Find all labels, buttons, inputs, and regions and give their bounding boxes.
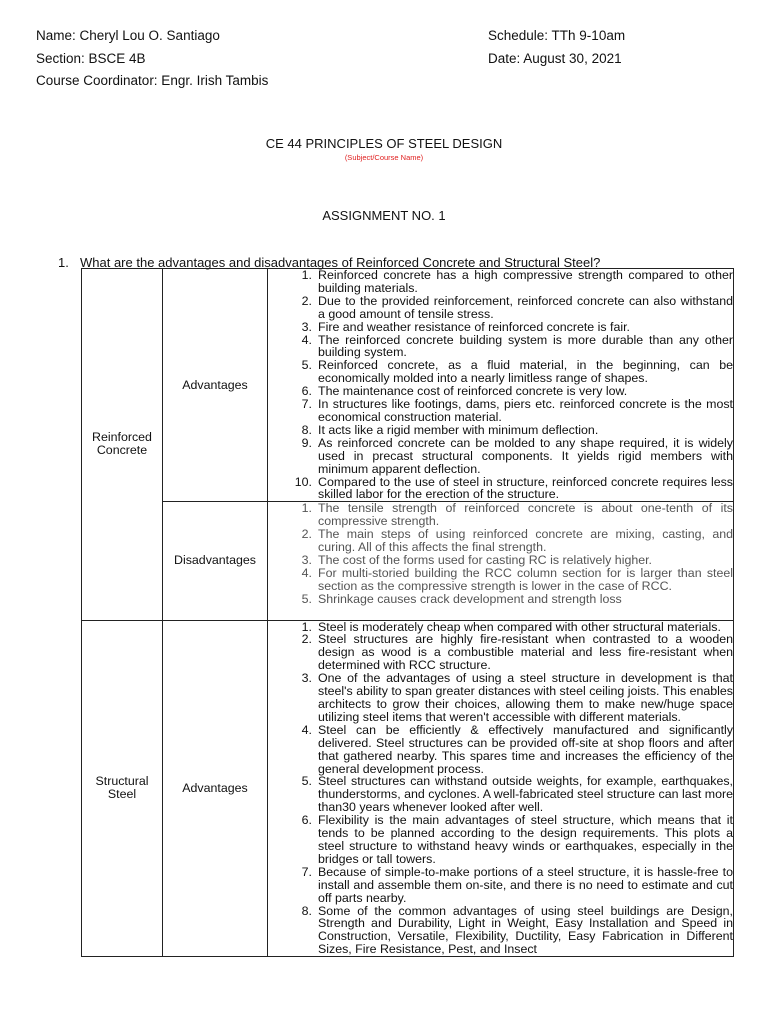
list-item-number: 7. xyxy=(301,397,312,412)
list-item xyxy=(268,398,733,424)
course-coordinator: Course Coordinator: Engr. Irish Tambis xyxy=(36,73,269,88)
list-item xyxy=(268,502,733,528)
list-item-number: 4. xyxy=(301,722,312,737)
list-item-text: For multi-storied building the RCC column section for is larger than steel section as the compressive strength is lower in the case of RCC. xyxy=(318,565,733,593)
list-item-number: 2. xyxy=(301,527,312,542)
list-item-number: 2. xyxy=(301,632,312,647)
list-item xyxy=(268,724,733,776)
list-item xyxy=(268,528,733,554)
list-item-text: As reinforced concrete can be molded to any shape required, it is widely used in precast structural components. It yields rigid members with minimum apparent deflection. xyxy=(318,435,733,476)
list-item-text: Shrinkage causes crack development and strength loss xyxy=(318,591,622,606)
list-item xyxy=(268,672,733,724)
question-text: What are the advantages and disadvantages of Reinforced Concrete and Structural Steel? xyxy=(80,255,601,270)
list-item xyxy=(268,334,733,360)
steel-label-line1: Structural xyxy=(95,774,149,789)
list-item-text: In structures like footings, dams, piers etc. reinforced concrete is the most economical construction material. xyxy=(318,397,733,424)
list-item xyxy=(268,593,733,606)
list-item-text: Reinforced concrete, as a fluid material, in the beginning, can be economically molded into a nearly limitless range of shapes. xyxy=(318,358,733,386)
list-item xyxy=(268,567,733,593)
list-item xyxy=(268,295,733,321)
rc-label-line2: Concrete xyxy=(96,443,148,458)
list-item-number: 5. xyxy=(301,774,312,789)
list-item-text: Because of simple-to-make portions of a steel structure, it is hassle-free to install and assemble them on-site, and there is no need to estimate and cut off parts nearby. xyxy=(318,864,733,905)
list-item-text: The tensile strength of reinforced concrete is about one-tenth of its compressive strength. xyxy=(318,501,733,529)
rc-disadvantages-list xyxy=(268,502,733,605)
list-item-text: Compared to the use of steel in structure, reinforced concrete requires less skilled labor for the erection of the structure. xyxy=(318,474,733,502)
date: Date: August 30, 2021 xyxy=(488,51,622,66)
list-item-number: 6. xyxy=(301,813,312,828)
rc-advantages-list-cell xyxy=(268,269,734,502)
list-item-text: Steel can be efficiently & effectively manufactured and significantly delivered. Steel structures can be provided off-site at shop floors and after that gathered nearby. This spares time and increases the efficiency of the general development process. xyxy=(318,722,733,776)
list-item xyxy=(268,814,733,866)
list-item xyxy=(268,437,733,476)
rc-advantages-list xyxy=(268,269,733,501)
list-item-text: Steel structures can withstand outside weights, for example, earthquakes, thunderstorms, and cyclones. A well-fabricated steel structure can last more than30 years whenever looked after well. xyxy=(318,774,733,815)
steel-advantages-list xyxy=(268,621,733,957)
list-item-number: 3. xyxy=(301,671,312,686)
list-item xyxy=(268,905,733,957)
list-item-text: Some of the common advantages of using steel buildings are Design, Strength and Durability, Light in Weight, Easy Installation and Speed in Construction, Versatile, Flexibility, Ductility, Easy Fabrication in Different Sizes, Fire Resistance, Pest, and Insect xyxy=(318,903,733,957)
steel-advantages-row xyxy=(82,620,734,957)
comparison-table xyxy=(81,268,734,957)
list-item xyxy=(268,775,733,814)
steel-label-cell xyxy=(82,620,163,957)
list-item-number: 1. xyxy=(301,501,312,516)
course-subtitle: (Subject/Course Name) xyxy=(344,153,424,162)
list-item-text: The reinforced concrete building system is more durable than any other building system. xyxy=(318,332,733,360)
list-item-number: 8. xyxy=(301,422,312,437)
list-item xyxy=(268,359,733,385)
list-item xyxy=(268,476,733,502)
assignment-title: ASSIGNMENT NO. 1 xyxy=(322,208,446,223)
list-item-number: 9. xyxy=(301,435,312,450)
list-item-text: Fire and weather resistance of reinforced concrete is fair. xyxy=(318,319,630,334)
list-item-number: 4. xyxy=(301,565,312,580)
list-item-number: 3. xyxy=(301,552,312,567)
list-item-text: It acts like a rigid member with minimum deflection. xyxy=(318,422,599,437)
course-title: CE 44 PRINCIPLES OF STEEL DESIGN xyxy=(265,136,503,151)
list-item xyxy=(268,269,733,295)
rc-advantages-label: Advantages xyxy=(163,269,268,502)
list-item-number: 5. xyxy=(301,591,312,606)
list-item-number: 10. xyxy=(294,474,312,489)
question-number: 1. xyxy=(58,255,69,270)
rc-disadvantages-label: Disadvantages xyxy=(163,502,268,620)
list-item-text: The maintenance cost of reinforced concrete is very low. xyxy=(318,384,628,399)
steel-advantages-label: Advantages xyxy=(163,620,268,957)
list-item xyxy=(268,866,733,905)
list-item-number: 1. xyxy=(301,619,312,634)
list-item-text: Flexibility is the main advantages of steel structure, which means that it tends to be planned according to the design requirements. This plots a steel structure to withstand heavy winds or earthquakes, especially in the bridges or tall towers. xyxy=(318,813,733,866)
list-item-text: One of the advantages of using a steel structure in development is that steel's ability to span greater distances with steel ceiling joists. This enables architects to grow their choices, allowing them to make new/huge space utilizing steel items that weren't accessible with different materials. xyxy=(318,671,733,724)
section: Section: BSCE 4B xyxy=(36,51,146,66)
list-item-text: Due to the provided reinforcement, reinforced concrete can also withstand a good amount of tensile stress. xyxy=(318,293,733,321)
list-item-text: Steel is moderately cheap when compared with other structural materials. xyxy=(318,619,721,634)
list-item-number: 4. xyxy=(301,332,312,347)
list-item-number: 1. xyxy=(301,268,312,282)
list-item-number: 6. xyxy=(301,384,312,399)
list-item-text: The main steps of using reinforced concrete are mixing, casting, and curing. All of this affects the final strength. xyxy=(318,527,733,555)
rc-label-line1: Reinforced xyxy=(92,430,152,445)
rc-label-cell xyxy=(82,269,163,621)
rc-disadvantages-list-cell xyxy=(268,502,734,620)
list-item-number: 2. xyxy=(301,293,312,308)
student-name: Name: Cheryl Lou O. Santiago xyxy=(36,28,220,43)
steel-advantages-list-cell xyxy=(268,620,734,957)
list-item xyxy=(268,633,733,672)
list-item-text: Steel structures are highly fire-resistant when contrasted to a wooden design as wood is a combustible material and less fire-resistant when determined with RCC structure. xyxy=(318,632,733,673)
list-item-number: 8. xyxy=(301,903,312,918)
steel-label-line2: Steel xyxy=(107,787,137,802)
list-item-number: 3. xyxy=(301,319,312,334)
list-item-text: Reinforced concrete has a high compressive strength compared to other building materials. xyxy=(318,268,733,295)
schedule: Schedule: TTh 9-10am xyxy=(488,28,626,43)
rc-disadvantages-row xyxy=(82,502,734,620)
list-item-number: 5. xyxy=(301,358,312,373)
list-item-text: The cost of the forms used for casting RC is relatively higher. xyxy=(318,552,653,567)
rc-advantages-row xyxy=(82,269,734,502)
list-item-number: 7. xyxy=(301,864,312,879)
